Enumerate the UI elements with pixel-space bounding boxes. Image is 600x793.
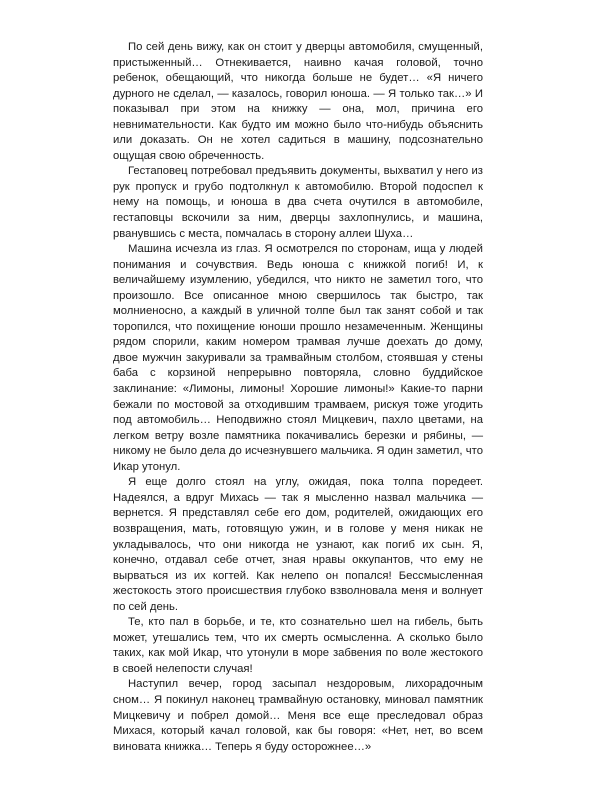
paragraph: Я еще долго стоял на углу, ожидая, пока толпа поредеет. Надеялся, а вдруг Михась — так я мысленно назвал мальчика — вернется. Я представлял себе его дом, родителей, ожидающих его возвращения, мать, готовящую ужин, и в голове у меня никак не укладывалось, что они никогда не узнают, как погиб их сын. Я, конечно, отдавал себе отчет, зная нравы оккупантов, что ему не вырваться из их когтей. Как нелепо он попался! Бессмысленная жестокость этого происшествия глубоко взволновала меня и волнует по сей день.	[113, 476, 483, 613]
page-text	[113, 40, 483, 755]
paragraph: Машина исчезла из глаз. Я осмотрелся по сторонам, ища у людей понимания и сочувствия. Ведь юноша с книжкой погиб! И, к величайшему изумлению, убедился, что никто не заметил того, что произошло. Все описанное мною свершилось так быстро, так молниеносно, а каждый в уличной толпе был так занят собой и так торопился, что похищение юноши прошло незамеченным. Женщины рядом спорили, каким номером трамвая лучше доехать до дому, двое мужчин закуривали за трамвайным столбом, стоявшая у стены баба с корзиной непрерывно повторяла, словно буддийское заклинание: «Лимоны, лимоны! Хорошие лимоны!» Какие-то парни бежали по мостовой за отходившим трамваем, рискуя тоже угодить под автомобиль… Неподвижно стоял Мицкевич, пахло цветами, на легком ветру возле памятника покачивались березки и рябины, — никому не было дела до исчезнувшего мальчика. Я один заметил, что Икар утонул.	[113, 243, 483, 473]
paragraph: По сей день вижу, как он стоит у дверцы автомобиля, смущенный, пристыженный… Отнекивается, наивно качая головой, точно ребенок, обещающий, что никогда больше не будет… «Я ничего дурного не сделал, — казалось, говорил юноша. — Я только так…» И показывал при этом на книжку — она, мол, причина его невнимательности. Как будто им можно было что-нибудь объяснить или доказать. Он не хотел садиться в машину, подсознательно ощущая свою обреченность.	[113, 41, 483, 162]
paragraph: Гестаповец потребовал предъявить документы, выхватил у него из рук пропуск и грубо подтолкнул к автомобилю. Второй подоспел к нему на помощь, и юноша в два счета очутился в автомобиле, гестаповцы вскочили за ним, дверцы захлопнулись, и машина, рванувшись с места, помчалась в сторону аллеи Шуха…	[113, 165, 483, 240]
paragraph: Те, кто пал в борьбе, и те, кто сознательно шел на гибель, быть может, утешались тем, что их смерть осмысленна. А сколько было таких, как мой Икар, что утонули в море забвения по воле жестокого в своей нелепости случая!	[113, 616, 483, 675]
paragraph: Наступил вечер, город засыпал нездоровым, лихорадочным сном… Я покинул наконец трамвайную остановку, миновал памятник Мицкевичу и побрел домой… Меня все еще преследовал образ Михася, который качал головой, как бы говоря: «Нет, нет, во всем виновата книжка… Теперь я буду осторожнее…»	[113, 678, 483, 753]
